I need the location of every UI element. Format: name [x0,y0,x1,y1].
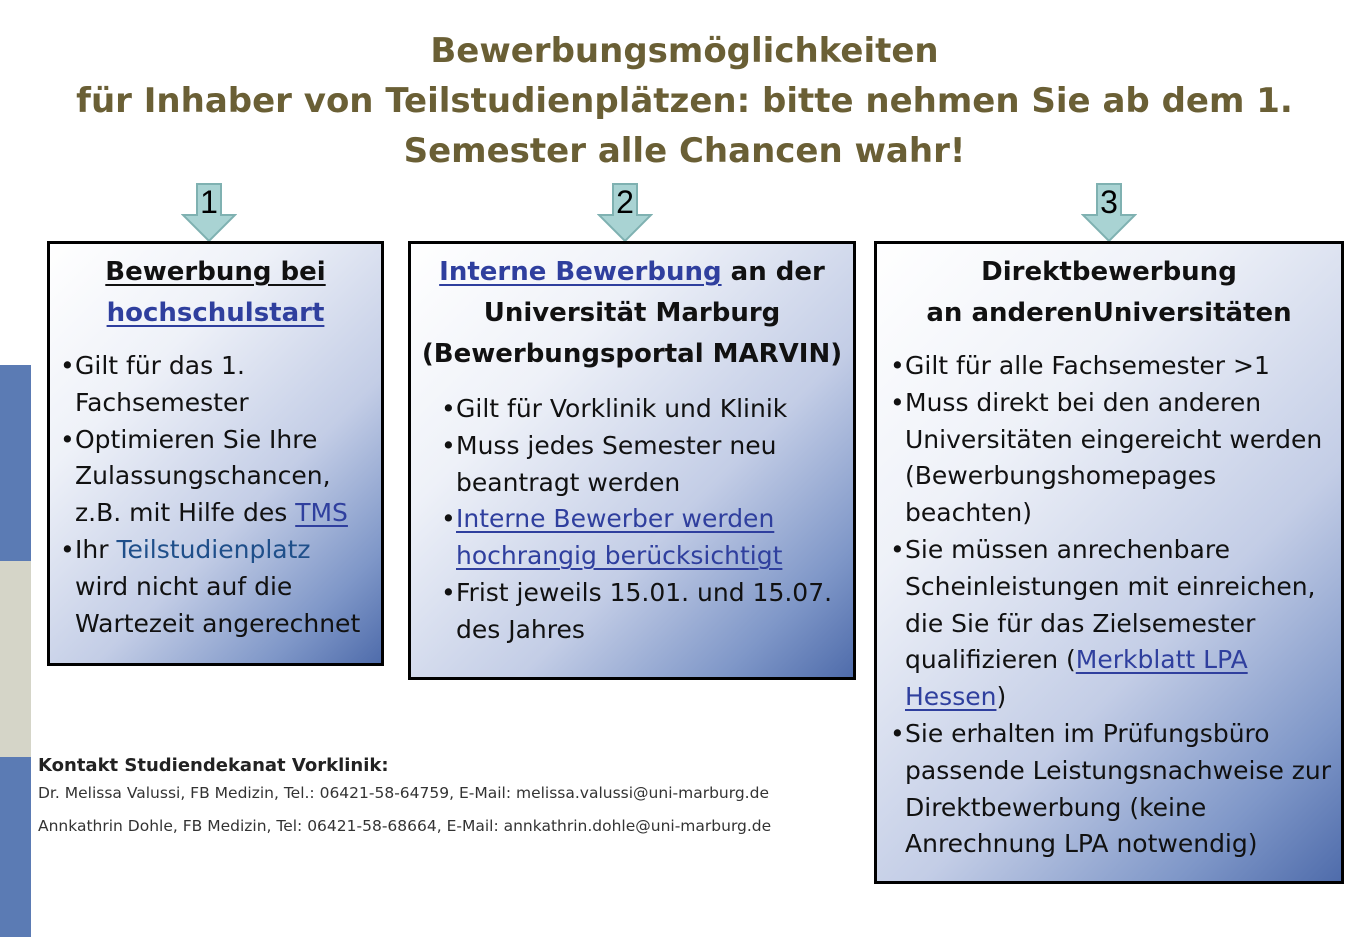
box3-bullet-list [887,348,1331,863]
box3-heading [887,252,1331,334]
box2-bullet-list [421,391,843,649]
box-direktbewerbung [874,241,1344,884]
sidebar-strip-grey [0,561,31,757]
merkblatt-lpa-link[interactable]: Merkblatt LPA Hessen [905,645,1248,712]
box3-heading-line-2: an anderenUniversitäten [926,298,1292,328]
arrow-number-1: 1 [200,184,218,220]
list-item [60,532,371,642]
box3-bullet-1: Gilt für alle Fachsemester >1 [905,351,1270,380]
list-item [60,422,371,532]
list-item [60,348,371,422]
box2-heading-line-2: Universität Marburg [483,298,781,328]
arrow-down-3 [1081,183,1137,243]
box-hochschulstart [47,241,384,666]
box2-heading-line-3: (Bewerbungsportal MARVIN) [421,339,843,369]
contact-heading: Kontakt Studiendekanat Vorklinik: [38,755,389,776]
contact-line-dohle: Annkathrin Dohle, FB Medizin, Tel: 06421-58-68664, E-Mail: annkathrin.dohle@uni-marburg.de [38,817,772,835]
box1-bullet-2: Optimieren Sie Ihre Zulassungschancen, z.B. mit Hilfe des [75,424,331,528]
arrow-down-1 [181,183,237,243]
title-line-2: für Inhaber von Teilstudienplätzen: bitte nehmen Sie ab dem 1. [76,81,1293,121]
teilstudienplatz-term: Teilstudienplatz [116,534,311,564]
list-item [441,575,843,649]
page-title [0,26,1369,176]
box3-bullet-4: Sie erhalten im Prüfungsbüro passende Leistungsnachweise zur Direktbewerbung (keine Anrechnung LPA notwendig) [905,718,1332,859]
box1-bullet-1: Gilt für das 1. Fachsemester [75,351,249,417]
list-item [890,716,1331,863]
box3-bullet-3: Sie müssen anrechenbare Scheinleistungen mit einreichen, die Sie für das Zielsemester qualifizieren ( [905,534,1316,675]
interne-bewerbung-link[interactable]: Interne Bewerbung [439,257,722,287]
box1-bullet-3-pre: Ihr [75,534,117,564]
sidebar-strip-blue-bottom [0,757,31,937]
list-item [441,428,843,502]
box3-bullet-3-end: ) [996,682,1007,712]
box2-bullet-1: Gilt für Vorklinik und Klinik [456,394,788,423]
box-interne-bewerbung [408,241,856,680]
box1-bullet-list [60,348,371,642]
box2-bullet-2: Muss jedes Semester neu beantragt werden [456,430,777,497]
list-item [441,391,843,428]
list-item [890,385,1331,532]
box1-heading-line: Bewerbung bei [105,257,326,287]
arrow-number-2: 2 [616,184,634,220]
hochschulstart-link[interactable]: hochschulstart [106,298,325,328]
list-item [890,348,1331,385]
arrow-number-3: 3 [1100,184,1118,220]
sidebar-strip-blue-top [0,365,31,561]
interne-bewerber-link[interactable]: Interne Bewerber werden hochrangig berücksichtigt [456,504,783,571]
box3-bullet-2: Muss direkt bei den anderen Universitäten eingereicht werden (Bewerbungshomepages beachten) [905,387,1323,528]
title-line-3: Semester alle Chancen wahr! [403,131,966,171]
contact-line-valussi: Dr. Melissa Valussi, FB Medizin, Tel.: 06421-58-64759, E-Mail: melissa.valussi@uni-marburg.de [38,784,769,802]
box1-heading [60,252,371,334]
box2-heading [421,252,843,375]
title-line-1: Bewerbungsmöglichkeiten [430,31,939,71]
list-item [441,501,843,575]
box2-heading-rest: an der [721,257,825,287]
box1-bullet-3-post: wird nicht auf die Wartezeit angerechnet [75,571,361,638]
contact-section [38,755,771,850]
tms-link[interactable]: TMS [295,498,348,528]
arrow-down-2 [597,183,653,243]
box3-heading-line-1: Direktbewerbung [981,257,1237,287]
list-item [890,532,1331,716]
box2-bullet-4: Frist jeweils 15.01. und 15.07. des Jahres [456,577,833,644]
